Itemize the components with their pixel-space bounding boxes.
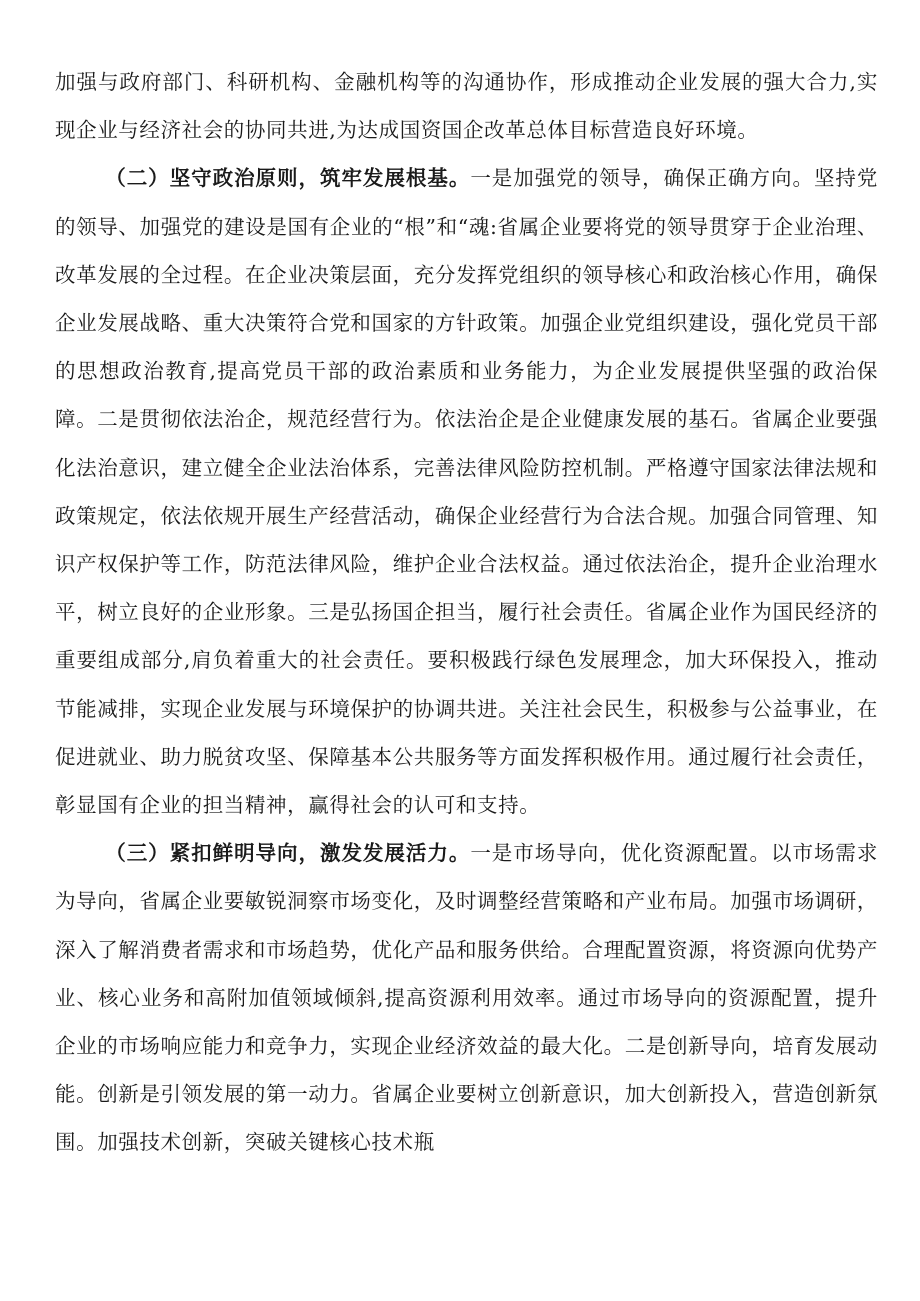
section-two-heading: （二）坚守政治原则，筑牢发展根基。 [105,166,471,191]
paragraph-text: 加强与政府部门、科研机构、金融机构等的沟通协作，形成推动企业发展的强大合力,实现企业与经济社会的协同共进,为达成国资国企改革总体目标营造良好环境。 [55,70,878,143]
section-two-paragraph [55,154,878,829]
section-three-heading: （三）紧扣鲜明导向，激发发展活力。 [105,841,471,866]
section-three-body: 一是市场导向，优化资源配置。以市场需求为导向，省属企业要敏锐洞察市场变化，及时调整经营策略和产业布局。加强市场调研，深入了解消费者需求和市场趋势，优化产品和服务供给。合理配置资源，将资源向优势产业、核心业务和高附加值领域倾斜,提高资源利用效率。通过市场导向的资源配置，提升企业的市场响应能力和竞争力，实现企业经济效益的最大化。二是创新导向，培育发展动能。创新是引领发展的第一动力。省属企业要树立创新意识，加大创新投入，营造创新氛围。加强技术创新，突破关键核心技术瓶 [55,841,879,1155]
section-two-body: 一是加强党的领导，确保正确方向。坚持党的领导、加强党的建设是国有企业的“根”和“魂:省属企业要将党的领导贯穿于企业治理、改革发展的全过程。在企业决策层面，充分发挥党组织的领导核心和政治核心作用，确保企业发展战略、重大决策符合党和国家的方针政策。加强企业党组织建设，强化党员干部的思想政治教育,提高党员干部的政治素质和业务能力，为企业发展提供坚强的政治保障。二是贯彻依法治企，规范经营行为。依法治企是企业健康发展的基石。省属企业要强化法治意识，建立健全企业法治体系，完善法律风险防控机制。严格遵守国家法律法规和政策规定，依法依规开展生产经营活动，确保企业经营行为合法合规。加强合同管理、知识产权保护等工作，防范法律风险，维护企业合法权益。通过依法治企，提升企业治理水平，树立良好的企业形象。三是弘扬国企担当，履行社会责任。省属企业作为国民经济的重要组成部分,肩负着重大的社会责任。要积极践行绿色发展理念，加大环保投入，推动节能减排，实现企业发展与环境保护的协调共进。关注社会民生，积极参与公益事业，在促进就业、助力脱贫攻坚、保障基本公共服务等方面发挥积极作用。通过履行社会责任，彰显国有企业的担当精神，赢得社会的认可和支持。 [55,166,879,818]
section-three-paragraph [55,829,878,1166]
paragraph-continuation [55,58,878,154]
document-page [55,58,878,1167]
